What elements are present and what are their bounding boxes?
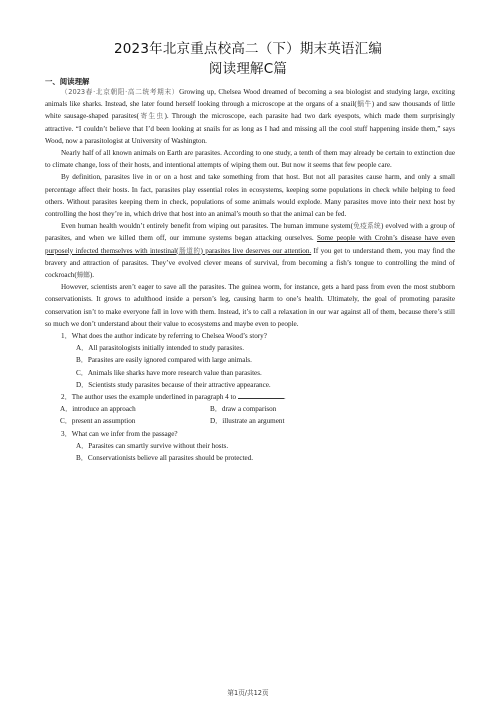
- question-2-option-c[interactable]: C．present an assumption: [60, 417, 136, 426]
- question-3-stem: 3．What can we infer from the passage?: [61, 429, 178, 438]
- question-1-stem: 1．What does the author indicate by referring to Chelsea Wood’s story?: [61, 332, 267, 341]
- paragraph-4: [45, 220, 455, 281]
- paragraph-4-text-b: ) evolved with a group of parasites, and when we killed them off, our immune systems began attacking ourselves.: [45, 222, 455, 243]
- question-2-stem: [45, 391, 455, 403]
- paragraph-4-text-a: Even human health wouldn’t entirely benefit from wiping out parasites. The human immune system(: [61, 222, 353, 231]
- gloss-cockroach: 蟑螂: [76, 271, 90, 280]
- gloss-intestinal: 肠道的: [178, 246, 201, 255]
- paragraph-1-text-b: ) and saw thousands of little white sausage-shaped parasites(: [45, 100, 456, 121]
- gloss-immune-system: 免疫系统: [352, 222, 381, 231]
- question-2-option-d[interactable]: D．illustrate an argument: [210, 417, 285, 426]
- question-1-option-b[interactable]: B．Parasites are easily ignored compared with large animals.: [76, 356, 252, 365]
- paragraph-1-text-c: ). Through the microscope, each parasite had two dark eyespots, which made them surprisingly attractive. “I couldn’t believe that I’d been looking at snails for as long as I had and missing all the cool stuff happening inside them,” says Wood, now a parasitologist at University of Washington.: [45, 112, 455, 145]
- question-1-option-a[interactable]: A．All parasitologists initially intended to study parasites.: [76, 344, 244, 353]
- question-1-option-d[interactable]: D．Scientists study parasites because of their attractive appearance.: [76, 380, 271, 389]
- paragraph-3: By definition, parasites live in or on a host and take something from that host. But not all parasites cause harm, and only a small percentage affect their hosts. In fact, parasites play essential roles in ecosystems, keeping some populations in check while helping to feed others. Without parasites keeping them in check, populations of some animals would explode. Many parasites move into their next host by controlling the host they’re in, which drive that host into an animal’s mouth so that the animal can be fed.: [45, 173, 455, 219]
- paragraph-4-text-c: If you get to understand them, you may find the bravery and attraction of parasites. They’ve evolved clever means of survival, from becoming a fish’s tongue to controlling the mind of cockroach(: [45, 246, 455, 280]
- question-2-option-a[interactable]: A．introduce an approach: [60, 405, 136, 414]
- section-heading: 一、阅读理解: [45, 77, 90, 86]
- gloss-snail: 蜗牛: [356, 100, 372, 109]
- question-2-option-b[interactable]: B．draw a comparison: [210, 405, 277, 414]
- question-2-options-row-2: [45, 415, 455, 427]
- question-2-stem-text: 2．The author uses the example underlined in paragraph 4 to: [61, 393, 237, 402]
- paragraph-5: However, scientists aren’t eager to save all the parasites. The guinea worm, for instance, gets a hard pass from even the most stubborn conservationists. It grows to adulthood inside a person’s leg, causing harm to one’s health. Ultimately, the goal of promoting parasite conservation isn’t to make everyone fall in love with them. Instead, it’s to call a relaxation in our war against all of them, because there’s still so much we don’t understand about their value to ecosystems and maybe even to people.: [45, 283, 455, 328]
- paragraph-1-text-a: Growing up, Chelsea Wood dreamed of becoming a sea biologist and studying large, exciting animals like sharks. Instead, she later found herself looking through a microscope at the organs of a snail(: [45, 88, 455, 109]
- paragraph-1: [45, 86, 455, 147]
- question-source: （2023春·北京朝阳·高二统考期末）: [61, 88, 180, 96]
- answer-blank[interactable]: [238, 391, 286, 402]
- page-number: 第1页/共12页: [227, 689, 269, 697]
- document-title: 2023年北京重点校高二（下）期末英语汇编: [113, 41, 383, 57]
- question-3-option-a[interactable]: A．Parasites can smartly survive without their hosts.: [76, 441, 229, 450]
- question-3-option-b[interactable]: B．Conservationists believe all parasites should be protected.: [76, 454, 254, 463]
- passage-body: [45, 86, 455, 464]
- gloss-parasites: 寄生虫: [139, 112, 165, 121]
- document-subtitle: 阅读理解C篇: [208, 61, 288, 77]
- paragraph-4-text-d: ).: [89, 271, 95, 280]
- question-2-stem-end: .: [283, 393, 286, 402]
- question-1-option-c[interactable]: C．Animals like sharks have more research value than parasites.: [76, 368, 262, 377]
- question-2-options-row-1: [45, 403, 455, 415]
- paragraph-2: Nearly half of all known animals on Earth are parasites. According to one study, a tenth of them may already be certain to extinction due to climate change, loss of their hosts, and intentional attempts of wiping them out. But now it seems that few people care.: [45, 149, 455, 170]
- underlined-example-a: Some people with Crohn’s disease have even purposely infected themselves with intestinal(: [45, 234, 456, 255]
- underlined-example-b: ) parasites live deserves our attention.: [200, 246, 312, 255]
